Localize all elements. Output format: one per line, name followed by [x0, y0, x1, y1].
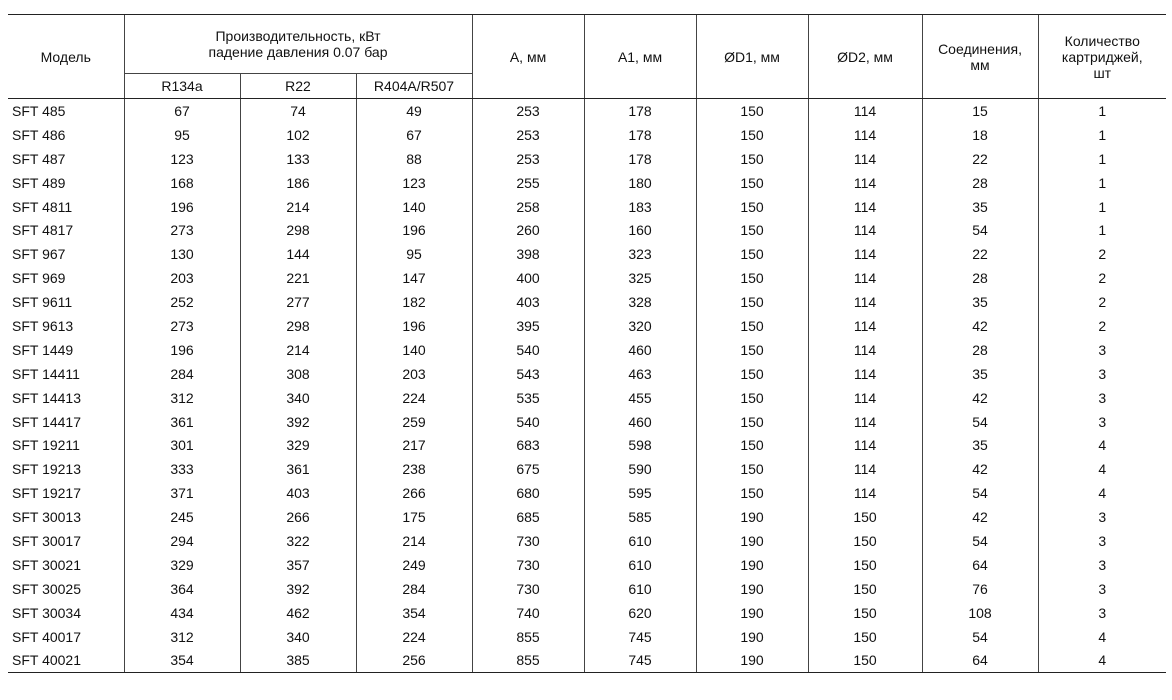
cell-conn: 54	[922, 529, 1038, 553]
table-row	[8, 577, 1166, 601]
cell-d1: 190	[696, 529, 808, 553]
cell-model: SFT 9613	[12, 317, 74, 334]
cell-model: SFT 14411	[12, 365, 80, 382]
cell-model: SFT 4811	[12, 198, 73, 215]
table-row	[8, 433, 1166, 457]
cell-cart: 3	[1038, 529, 1166, 553]
cell-conn: 64	[922, 648, 1038, 672]
cell-cart: 2	[1038, 242, 1166, 266]
cell-cart: 3	[1038, 553, 1166, 577]
table-row	[8, 553, 1166, 577]
cell-d1: 150	[696, 362, 808, 386]
cell-r404: 203	[356, 362, 472, 386]
cell-cart: 3	[1038, 386, 1166, 410]
cell-d1: 190	[696, 601, 808, 625]
cell-r22: 102	[240, 123, 356, 147]
spec-table	[8, 14, 1166, 673]
cell-r22: 392	[240, 577, 356, 601]
cell-conn: 64	[922, 553, 1038, 577]
cell-r404: 196	[356, 218, 472, 242]
cell-r134a: 333	[124, 457, 240, 481]
cell-r134a: 273	[124, 314, 240, 338]
cell-r22: 221	[240, 266, 356, 290]
cell-model: SFT 30021	[12, 556, 82, 573]
cell-model: SFT 485	[12, 102, 66, 119]
cell-r404: 259	[356, 410, 472, 434]
cell-conn: 35	[922, 290, 1038, 314]
cell-conn: 35	[922, 362, 1038, 386]
cell-a: 543	[472, 362, 584, 386]
cell-r404: 266	[356, 481, 472, 505]
cell-a1: 463	[584, 362, 696, 386]
cell-a1: 610	[584, 577, 696, 601]
cell-r404: 67	[356, 123, 472, 147]
cell-d1: 150	[696, 171, 808, 195]
cell-r404: 284	[356, 577, 472, 601]
cell-model: SFT 19211	[12, 437, 80, 454]
cell-r404: 217	[356, 433, 472, 457]
cell-d1: 150	[696, 99, 808, 123]
cell-a1: 180	[584, 171, 696, 195]
cell-d2: 150	[808, 505, 922, 529]
cell-conn: 15	[922, 99, 1038, 123]
header-connections-line2: мм	[970, 56, 990, 73]
cell-model: SFT 40021	[8, 648, 124, 672]
cell-cart: 3	[1038, 577, 1166, 601]
cell-conn: 35	[922, 433, 1038, 457]
table-row	[8, 625, 1166, 649]
header-cartridges	[1038, 15, 1166, 99]
cell-r134a: 273	[124, 218, 240, 242]
table-row	[8, 195, 1166, 219]
cell-cart: 2	[1038, 266, 1166, 290]
cell-a1: 598	[584, 433, 696, 457]
cell-r22: 361	[240, 457, 356, 481]
cell-a: 730	[472, 553, 584, 577]
header-r22: R22	[240, 74, 356, 99]
cell-d1: 150	[696, 242, 808, 266]
cell-d2: 150	[808, 529, 922, 553]
cell-r404: 224	[356, 625, 472, 649]
cell-a: 260	[472, 218, 584, 242]
cell-r22: 74	[240, 99, 356, 123]
cell-r22: 144	[240, 242, 356, 266]
cell-cart: 3	[1038, 601, 1166, 625]
cell-cart: 3	[1038, 362, 1166, 386]
cell-a1: 178	[584, 123, 696, 147]
cell-a1: 595	[584, 481, 696, 505]
cell-d2: 150	[808, 625, 922, 649]
cell-d2: 150	[808, 553, 922, 577]
cell-d2: 114	[808, 266, 922, 290]
cell-conn: 76	[922, 577, 1038, 601]
cell-d2: 114	[808, 242, 922, 266]
cell-r134a: 434	[124, 601, 240, 625]
table-row	[8, 601, 1166, 625]
cell-a: 253	[472, 123, 584, 147]
cell-cart: 4	[1038, 433, 1166, 457]
cell-a1: 610	[584, 529, 696, 553]
cell-r22: 340	[240, 625, 356, 649]
cell-model: SFT 967	[12, 246, 66, 263]
cell-model: SFT 30025	[12, 580, 82, 597]
cell-a: 258	[472, 195, 584, 219]
cell-a1: 325	[584, 266, 696, 290]
table-row	[8, 242, 1166, 266]
cell-model: SFT 9611	[12, 294, 73, 311]
cell-r404: 49	[356, 99, 472, 123]
cell-conn: 42	[922, 505, 1038, 529]
table-row	[8, 457, 1166, 481]
cell-conn: 54	[922, 410, 1038, 434]
cell-cart: 2	[1038, 314, 1166, 338]
cell-r134a: 123	[124, 147, 240, 171]
cell-a: 730	[472, 577, 584, 601]
cell-d2: 114	[808, 123, 922, 147]
cell-r134a: 245	[124, 505, 240, 529]
cell-a: 540	[472, 338, 584, 362]
cell-r134a: 361	[124, 410, 240, 434]
cell-conn: 28	[922, 266, 1038, 290]
cell-r22: 308	[240, 362, 356, 386]
cell-r134a: 354	[124, 648, 240, 672]
header-a1: A1, мм	[584, 15, 696, 99]
cell-model: SFT 19217	[12, 485, 82, 502]
cell-a1: 620	[584, 601, 696, 625]
cell-a1: 460	[584, 338, 696, 362]
table-row	[8, 481, 1166, 505]
cell-d2: 114	[808, 362, 922, 386]
cell-d1: 150	[696, 338, 808, 362]
cell-r404: 354	[356, 601, 472, 625]
cell-r22: 322	[240, 529, 356, 553]
cell-d2: 114	[808, 410, 922, 434]
table-row	[8, 362, 1166, 386]
cell-d1: 150	[696, 433, 808, 457]
cell-d1: 150	[696, 266, 808, 290]
cell-a1: 320	[584, 314, 696, 338]
cell-r22: 403	[240, 481, 356, 505]
header-d1: ØD1, мм	[696, 15, 808, 99]
cell-model: SFT 1449	[12, 341, 74, 358]
cell-a: 395	[472, 314, 584, 338]
cell-a: 680	[472, 481, 584, 505]
cell-a1: 745	[584, 648, 696, 672]
cell-conn: 22	[922, 242, 1038, 266]
table-row	[8, 410, 1166, 434]
cell-conn: 54	[922, 218, 1038, 242]
cell-cart: 1	[1038, 123, 1166, 147]
cell-r22: 298	[240, 218, 356, 242]
cell-a1: 183	[584, 195, 696, 219]
cell-cart: 1	[1038, 195, 1166, 219]
cell-d1: 190	[696, 505, 808, 529]
table-row	[8, 529, 1166, 553]
cell-r134a: 130	[124, 242, 240, 266]
cell-a: 255	[472, 171, 584, 195]
cell-d1: 190	[696, 625, 808, 649]
cell-r404: 88	[356, 147, 472, 171]
cell-a1: 178	[584, 147, 696, 171]
table-row	[8, 338, 1166, 362]
table-row	[8, 99, 1166, 123]
cell-a: 403	[472, 290, 584, 314]
cell-d1: 150	[696, 147, 808, 171]
cell-r134a: 95	[124, 123, 240, 147]
cell-r134a: 312	[124, 386, 240, 410]
cell-cart: 1	[1038, 99, 1166, 123]
cell-r404: 95	[356, 242, 472, 266]
cell-model: SFT 14413	[12, 389, 82, 406]
header-capacity	[124, 15, 472, 74]
cell-r404: 175	[356, 505, 472, 529]
cell-a1: 610	[584, 553, 696, 577]
cell-d2: 114	[808, 195, 922, 219]
cell-d1: 150	[696, 123, 808, 147]
cell-r404: 224	[356, 386, 472, 410]
cell-cart: 4	[1038, 625, 1166, 649]
table-row	[8, 218, 1166, 242]
cell-r134a: 196	[124, 338, 240, 362]
header-connections	[922, 15, 1038, 99]
cell-a: 855	[472, 625, 584, 649]
cell-conn: 108	[922, 601, 1038, 625]
table-row	[8, 123, 1166, 147]
cell-d1: 150	[696, 481, 808, 505]
cell-d2: 114	[808, 386, 922, 410]
table-body	[8, 99, 1166, 673]
cell-r134a: 371	[124, 481, 240, 505]
cell-r404: 182	[356, 290, 472, 314]
cell-d2: 114	[808, 99, 922, 123]
cell-r22: 277	[240, 290, 356, 314]
cell-d2: 114	[808, 290, 922, 314]
cell-r404: 249	[356, 553, 472, 577]
cell-conn: 42	[922, 386, 1038, 410]
cell-d2: 150	[808, 601, 922, 625]
cell-conn: 54	[922, 481, 1038, 505]
table-row	[8, 648, 1166, 672]
cell-a: 855	[472, 648, 584, 672]
header-r404: R404A/R507	[356, 74, 472, 99]
cell-cart: 2	[1038, 290, 1166, 314]
cell-r22: 329	[240, 433, 356, 457]
header-cartridges-line2: картриджей,	[1061, 48, 1143, 65]
cell-model: SFT 969	[12, 270, 66, 287]
cell-d1: 190	[696, 553, 808, 577]
header-connections-line1: Соединения,	[938, 40, 1022, 57]
cell-r22: 214	[240, 195, 356, 219]
cell-r404: 123	[356, 171, 472, 195]
cell-model: SFT 19213	[12, 461, 82, 478]
cell-r134a: 196	[124, 195, 240, 219]
cell-d2: 114	[808, 457, 922, 481]
cell-r404: 196	[356, 314, 472, 338]
header-cartridges-line3: шт	[1093, 64, 1112, 81]
cell-d2: 114	[808, 481, 922, 505]
cell-cart: 1	[1038, 218, 1166, 242]
cell-r22: 266	[240, 505, 356, 529]
cell-r404: 256	[356, 648, 472, 672]
cell-a: 730	[472, 529, 584, 553]
cell-r22: 133	[240, 147, 356, 171]
cell-r134a: 294	[124, 529, 240, 553]
cell-model: SFT 4817	[12, 222, 74, 239]
cell-r22: 357	[240, 553, 356, 577]
table-row	[8, 171, 1166, 195]
cell-conn: 28	[922, 338, 1038, 362]
cell-conn: 42	[922, 457, 1038, 481]
header-model: Модель	[8, 15, 124, 99]
cell-r404: 140	[356, 338, 472, 362]
cell-a: 400	[472, 266, 584, 290]
cell-r134a: 312	[124, 625, 240, 649]
cell-r22: 340	[240, 386, 356, 410]
spec-table-container	[8, 14, 1166, 673]
cell-d1: 150	[696, 386, 808, 410]
cell-a: 398	[472, 242, 584, 266]
cell-conn: 28	[922, 171, 1038, 195]
cell-d2: 114	[808, 338, 922, 362]
cell-d1: 150	[696, 218, 808, 242]
cell-d2: 114	[808, 433, 922, 457]
cell-cart: 4	[1038, 481, 1166, 505]
cell-a1: 585	[584, 505, 696, 529]
cell-model: SFT 487	[12, 150, 66, 167]
cell-a1: 323	[584, 242, 696, 266]
cell-a1: 455	[584, 386, 696, 410]
cell-r404: 238	[356, 457, 472, 481]
cell-r134a: 203	[124, 266, 240, 290]
header-capacity-line2: падение давления 0.07 бар	[208, 44, 388, 60]
cell-cart: 1	[1038, 147, 1166, 171]
cell-a1: 590	[584, 457, 696, 481]
cell-r134a: 252	[124, 290, 240, 314]
cell-a1: 178	[584, 99, 696, 123]
header-capacity-line1: Производительность, кВт	[215, 28, 381, 44]
cell-a1: 745	[584, 625, 696, 649]
table-row	[8, 266, 1166, 290]
cell-r134a: 67	[124, 99, 240, 123]
cell-d1: 190	[696, 577, 808, 601]
cell-d1: 150	[696, 314, 808, 338]
cell-model: SFT 40017	[12, 628, 82, 645]
cell-model: SFT 30017	[12, 532, 82, 549]
cell-d2: 114	[808, 314, 922, 338]
cell-model: SFT 30034	[12, 604, 82, 621]
header-r134a: R134a	[124, 74, 240, 99]
cell-r22: 462	[240, 601, 356, 625]
cell-r22: 186	[240, 171, 356, 195]
cell-d1: 190	[696, 648, 808, 672]
header-d2: ØD2, мм	[808, 15, 922, 99]
cell-a: 683	[472, 433, 584, 457]
cell-a: 253	[472, 99, 584, 123]
table-header	[8, 15, 1166, 99]
cell-a: 740	[472, 601, 584, 625]
cell-r22: 392	[240, 410, 356, 434]
cell-a: 253	[472, 147, 584, 171]
cell-r134a: 284	[124, 362, 240, 386]
cell-r404: 140	[356, 195, 472, 219]
cell-a1: 460	[584, 410, 696, 434]
cell-a: 685	[472, 505, 584, 529]
cell-model: SFT 489	[12, 174, 66, 191]
cell-conn: 54	[922, 625, 1038, 649]
cell-conn: 35	[922, 195, 1038, 219]
cell-r134a: 168	[124, 171, 240, 195]
cell-r134a: 364	[124, 577, 240, 601]
cell-d2: 150	[808, 648, 922, 672]
cell-r404: 214	[356, 529, 472, 553]
cell-conn: 22	[922, 147, 1038, 171]
cell-r134a: 329	[124, 553, 240, 577]
table-row	[8, 386, 1166, 410]
cell-r404: 147	[356, 266, 472, 290]
cell-d2: 114	[808, 218, 922, 242]
table-row	[8, 147, 1166, 171]
table-row	[8, 505, 1166, 529]
cell-conn: 18	[922, 123, 1038, 147]
cell-cart: 4	[1038, 457, 1166, 481]
cell-r22: 385	[240, 648, 356, 672]
header-cartridges-line1: Количество	[1064, 32, 1140, 49]
cell-cart: 1	[1038, 171, 1166, 195]
cell-cart: 4	[1038, 648, 1166, 672]
cell-model: SFT 486	[12, 126, 66, 143]
table-row	[8, 314, 1166, 338]
cell-a1: 328	[584, 290, 696, 314]
cell-d2: 114	[808, 147, 922, 171]
cell-cart: 3	[1038, 505, 1166, 529]
cell-a: 540	[472, 410, 584, 434]
cell-a: 535	[472, 386, 584, 410]
cell-a1: 160	[584, 218, 696, 242]
cell-r134a: 301	[124, 433, 240, 457]
cell-d1: 150	[696, 290, 808, 314]
cell-r22: 298	[240, 314, 356, 338]
cell-d2: 114	[808, 171, 922, 195]
cell-model: SFT 30013	[12, 509, 82, 526]
cell-d1: 150	[696, 195, 808, 219]
header-a: A, мм	[472, 15, 584, 99]
cell-a: 675	[472, 457, 584, 481]
cell-r22: 214	[240, 338, 356, 362]
cell-cart: 3	[1038, 410, 1166, 434]
cell-d1: 150	[696, 457, 808, 481]
cell-conn: 42	[922, 314, 1038, 338]
table-row	[8, 290, 1166, 314]
cell-d1: 150	[696, 410, 808, 434]
cell-cart: 3	[1038, 338, 1166, 362]
cell-model: SFT 14417	[12, 413, 82, 430]
cell-d2: 150	[808, 577, 922, 601]
